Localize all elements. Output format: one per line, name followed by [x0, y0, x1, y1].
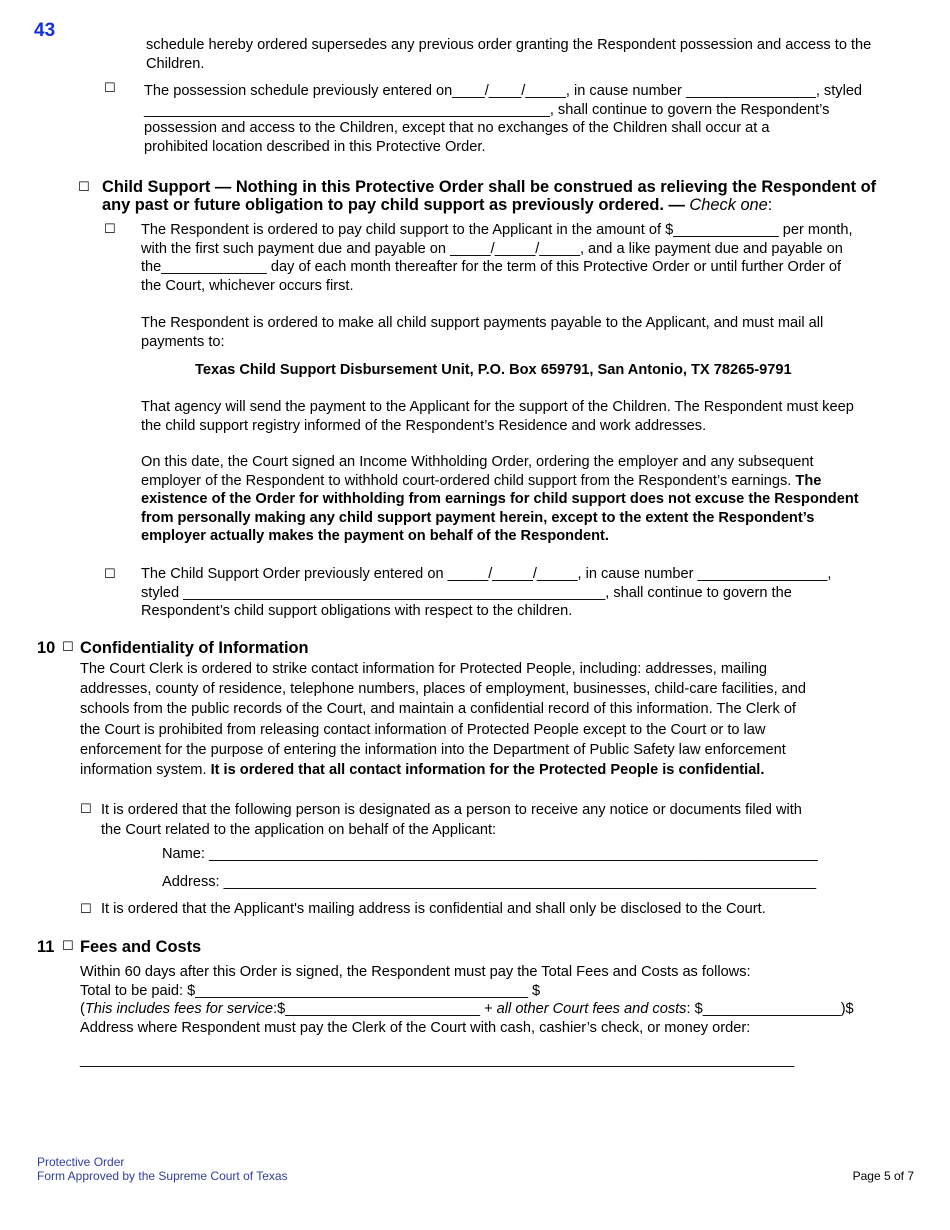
- section-11-title: Fees and Costs: [80, 938, 202, 956]
- payment-address-label: Address where Respondent must pay the Clerk of the Court with cash, cashier’s check, or money order:: [80, 1019, 751, 1036]
- page-number: Page 5 of 7: [852, 1169, 914, 1183]
- section-11-paragraph: [80, 963, 854, 1037]
- option1-line-4: the Court, whichever occurs first.: [141, 277, 354, 294]
- agency-line-1: That agency will send the payment to the Applicant for the support of the Children. The Respondent must keep: [141, 399, 854, 415]
- prior-possession-line-4: prohibited location described in this Protective Order.: [144, 138, 486, 155]
- fees-open-paren: (: [80, 1001, 85, 1017]
- section-10-line-6-text: information system.: [80, 762, 207, 779]
- withholding-line-2-text: employer of the Respondent to withhold court-ordered child support from the Respondent’s earnings.: [141, 472, 792, 489]
- section-10-line-2: addresses, county of residence, telephone numbers, places of employment, businesses, child-care facilities, and: [80, 681, 807, 698]
- option2-line-3: Respondent’s child support obligations with respect to the children.: [141, 603, 573, 619]
- other-fees-field[interactable]: : $_________________)$: [686, 1001, 854, 1017]
- disbursement-unit-address: Texas Child Support Disbursement Unit, P.O. Box 659791, San Antonio, TX 78265-9791: [195, 362, 792, 378]
- footer-left: [37, 1155, 288, 1183]
- section-10-line-6: [80, 760, 806, 780]
- section-10-line-1: The Court Clerk is ordered to strike contact information for Protected People, including: addresses, mailing: [80, 661, 768, 677]
- option2-line-1: The Child Support Order previously entered on _____/_____/_____, in cause number ________________,: [141, 566, 832, 582]
- child-support-heading-bold: any past or future obligation to pay child support as previously ordered. —: [102, 196, 685, 214]
- section-10-paragraph: [80, 659, 806, 780]
- child-support-checkbox[interactable]: ☐: [78, 180, 90, 195]
- check-one-label: Check one: [684, 196, 768, 214]
- withholding-line-3: existence of the Order for withholding from earnings for child support does not excuse the Respondent: [141, 491, 859, 507]
- child-support-option-2: [141, 565, 831, 621]
- section-10-checkbox[interactable]: ☐: [62, 640, 74, 655]
- designee-checkbox[interactable]: ☐: [80, 802, 92, 817]
- payments-line-1: The Respondent is ordered to make all child support payments payable to the Applicant, and must mail all: [141, 315, 824, 331]
- section-11-number: 11: [37, 938, 55, 956]
- footer-form-title: Protective Order: [37, 1155, 125, 1169]
- fees-breakdown-line[interactable]: [80, 1000, 854, 1019]
- child-support-heading-line-2: [102, 196, 876, 214]
- section-10-line-3: schools from the public records of the Court, and maintain a confidential record of this information. The Clerk of: [80, 701, 796, 718]
- withholding-line-1: On this date, the Court signed an Income Withholding Order, ordering the employer and any subsequent: [141, 454, 814, 470]
- mailing-confidential-text: It is ordered that the Applicant's mailing address is confidential and shall only be disclosed to the Court.: [101, 901, 766, 917]
- designee-address-field[interactable]: Address: _________________________________________________________________________: [162, 874, 817, 890]
- heading-colon: :: [767, 196, 773, 214]
- service-fees-field[interactable]: :$________________________ +: [273, 1001, 493, 1017]
- agency-line-2: the child support registry informed of the Respondent’s Residence and work addresses.: [141, 417, 707, 434]
- option1-line-3: the_____________ day of each month thereafter for the term of this Protective Order or until further Order of: [141, 259, 842, 275]
- section-10-title: Confidentiality of Information: [80, 639, 309, 657]
- designee-line-1: It is ordered that the following person is designated as a person to receive any notice or documents filed with: [101, 802, 802, 818]
- footer-approval: Form Approved by the Supreme Court of Texas: [37, 1169, 288, 1183]
- option2-line-2: styled ____________________________________________________, shall continue to govern the: [141, 584, 792, 601]
- service-fees-label: This includes fees for service: [84, 1001, 274, 1017]
- prior-possession-line-1: The possession schedule previously entered on____/____/_____, in cause number ________________, styled: [144, 83, 863, 99]
- other-fees-label: all other Court fees and costs: [492, 1001, 687, 1017]
- section-11-checkbox[interactable]: ☐: [62, 939, 74, 954]
- withholding-paragraph: [141, 453, 859, 546]
- agency-paragraph: [141, 398, 854, 435]
- total-to-be-paid-field[interactable]: Total to be paid: $_________________________________________ $: [80, 982, 541, 999]
- designee-name-field[interactable]: Name: ___________________________________________________________________________: [162, 846, 818, 862]
- prior-possession-checkbox[interactable]: ☐: [104, 81, 116, 96]
- child-support-heading-line-1: Child Support — Nothing in this Protective Order shall be construed as relieving the Respondent of: [102, 178, 877, 196]
- withholding-line-4: from personally making any child support payment herein, except to the extent the Respondent’s: [141, 509, 815, 526]
- prior-possession-line-2: __________________________________________________, shall continue to govern the Respondent’s: [144, 101, 830, 118]
- child-support-option-2-checkbox[interactable]: ☐: [104, 567, 116, 582]
- possession-carryover-text: schedule hereby ordered supersedes any previous order granting the Respondent possession and access to the Children.: [146, 37, 872, 72]
- designee-paragraph: [101, 800, 802, 840]
- section-10-line-5: enforcement for the purpose of entering the information into the Department of Public Safety law enforcement: [80, 741, 786, 758]
- payments-paragraph: [141, 314, 823, 351]
- payments-line-2: payments to:: [141, 333, 225, 350]
- child-support-option-1: [141, 221, 853, 295]
- withholding-line-2-bold: The: [791, 472, 822, 489]
- option1-line-2: with the first such payment due and payable on _____/_____/_____, and a like payment due and payable on: [141, 240, 843, 257]
- prior-possession-line-3: possession and access to the Children, except that no exchanges of the Children shall occur at a: [144, 120, 770, 136]
- withholding-line-5: employer actually makes the payment on behalf of the Respondent.: [141, 528, 609, 544]
- confidential-statement: It is ordered that all contact information for the Protected People is confidential.: [206, 762, 765, 779]
- withholding-line-2: [141, 472, 859, 491]
- child-support-heading: [102, 178, 876, 214]
- designee-line-2: the Court related to the application on behalf of the Applicant:: [101, 822, 497, 839]
- section-10-line-4: the Court is prohibited from releasing contact information of Protected People except to the Court or to law: [80, 721, 766, 738]
- mailing-confidential-checkbox[interactable]: ☐: [80, 902, 92, 917]
- prior-possession-paragraph: [144, 82, 862, 156]
- option1-line-1: The Respondent is ordered to pay child support to the Applicant in the amount of $_____________ per month,: [141, 222, 853, 238]
- section-10-number: 10: [37, 639, 56, 657]
- page-marker: 43: [34, 20, 56, 41]
- child-support-option-1-checkbox[interactable]: ☐: [104, 222, 116, 237]
- payment-address-field[interactable]: ________________________________________________________________________________________: [80, 1052, 795, 1068]
- section-11-line-1: Within 60 days after this Order is signed, the Respondent must pay the Total Fees and Costs as follows:: [80, 964, 751, 980]
